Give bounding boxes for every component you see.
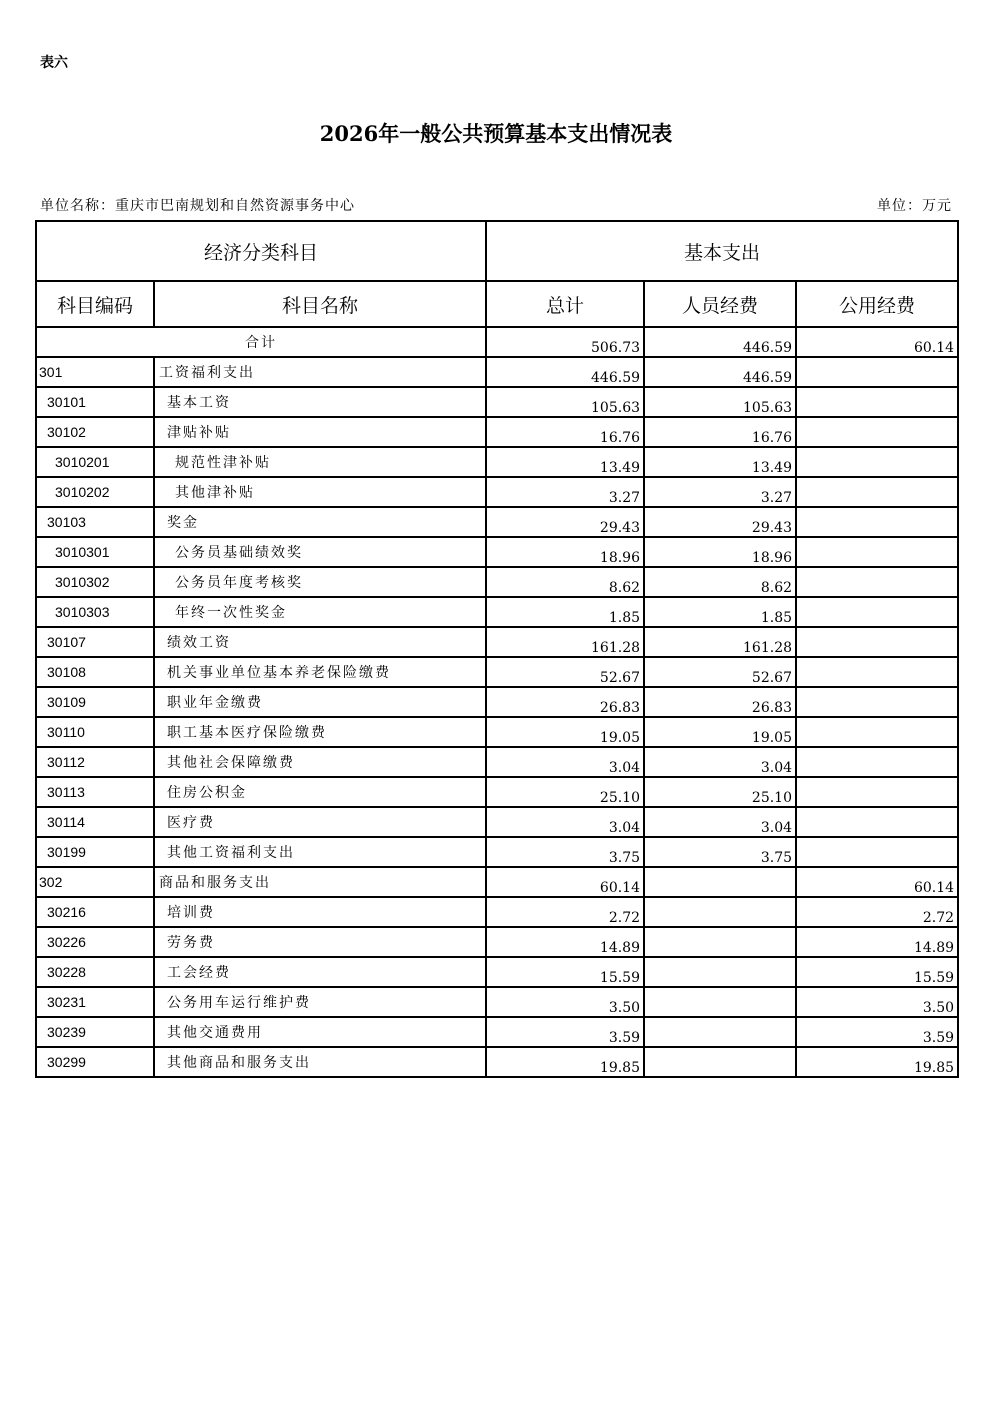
row-public (796, 447, 958, 477)
header-subject-code: 科目编码 (36, 281, 154, 327)
row-personnel: 3.04 (644, 807, 796, 837)
row-code: 30101 (36, 387, 154, 417)
row-code: 30114 (36, 807, 154, 837)
header-group-row (36, 221, 958, 281)
row-public (796, 807, 958, 837)
table-row (36, 657, 958, 687)
total-row (36, 327, 958, 357)
row-total: 19.05 (486, 717, 644, 747)
page-title: 2026年一般公共预算基本支出情况表 (319, 121, 673, 146)
row-total: 15.59 (486, 957, 644, 987)
row-code: 30103 (36, 507, 154, 537)
row-public: 3.59 (796, 1017, 958, 1047)
row-public (796, 837, 958, 867)
row-personnel: 446.59 (644, 357, 796, 387)
row-name: 医疗费 (154, 807, 486, 837)
table-row (36, 567, 958, 597)
row-code: 3010202 (36, 477, 154, 507)
row-name: 职业年金缴费 (154, 687, 486, 717)
table-row (36, 807, 958, 837)
row-name: 其他津补贴 (154, 477, 486, 507)
row-total: 3.75 (486, 837, 644, 867)
row-name: 公务员基础绩效奖 (154, 537, 486, 567)
row-public: 14.89 (796, 927, 958, 957)
row-public (796, 777, 958, 807)
row-personnel (644, 867, 796, 897)
row-total: 3.50 (486, 987, 644, 1017)
expenditure-table (35, 220, 959, 1078)
row-total: 13.49 (486, 447, 644, 477)
row-personnel: 8.62 (644, 567, 796, 597)
total-label: 合计 (36, 327, 486, 357)
row-name: 公务用车运行维护费 (154, 987, 486, 1017)
row-code: 30299 (36, 1047, 154, 1077)
row-total: 1.85 (486, 597, 644, 627)
row-total: 14.89 (486, 927, 644, 957)
row-public (796, 477, 958, 507)
row-code: 30226 (36, 927, 154, 957)
table-row (36, 507, 958, 537)
row-personnel: 29.43 (644, 507, 796, 537)
row-code: 30231 (36, 987, 154, 1017)
row-name: 基本工资 (154, 387, 486, 417)
row-personnel: 13.49 (644, 447, 796, 477)
row-code: 30239 (36, 1017, 154, 1047)
row-name: 绩效工资 (154, 627, 486, 657)
row-total: 18.96 (486, 537, 644, 567)
row-name: 工资福利支出 (154, 357, 486, 387)
row-public: 60.14 (796, 867, 958, 897)
row-public (796, 567, 958, 597)
unit-name: 单位名称：重庆市巴南规划和自然资源事务中心 (40, 198, 355, 214)
row-personnel (644, 927, 796, 957)
header-column-row (36, 281, 958, 327)
header-economic-category: 经济分类科目 (36, 221, 486, 281)
row-public (796, 537, 958, 567)
row-name: 职工基本医疗保险缴费 (154, 717, 486, 747)
row-code: 3010303 (36, 597, 154, 627)
row-personnel: 25.10 (644, 777, 796, 807)
row-name: 公务员年度考核奖 (154, 567, 486, 597)
row-total: 2.72 (486, 897, 644, 927)
row-public: 15.59 (796, 957, 958, 987)
row-code: 30102 (36, 417, 154, 447)
total-total: 506.73 (486, 327, 644, 357)
table-row (36, 597, 958, 627)
row-code: 30199 (36, 837, 154, 867)
row-personnel (644, 987, 796, 1017)
row-personnel: 16.76 (644, 417, 796, 447)
table-row (36, 987, 958, 1017)
row-public (796, 507, 958, 537)
row-personnel (644, 1017, 796, 1047)
row-total: 8.62 (486, 567, 644, 597)
row-personnel: 105.63 (644, 387, 796, 417)
row-public (796, 357, 958, 387)
currency-unit: 单位：万元 (877, 198, 952, 214)
row-total: 16.76 (486, 417, 644, 447)
row-code: 30113 (36, 777, 154, 807)
table-row (36, 957, 958, 987)
row-total: 105.63 (486, 387, 644, 417)
row-name: 住房公积金 (154, 777, 486, 807)
row-public (796, 717, 958, 747)
table-row (36, 747, 958, 777)
table-row (36, 687, 958, 717)
row-code: 30112 (36, 747, 154, 777)
row-public (796, 597, 958, 627)
table-row (36, 927, 958, 957)
row-code: 30110 (36, 717, 154, 747)
row-name: 其他交通费用 (154, 1017, 486, 1047)
row-code: 3010201 (36, 447, 154, 477)
row-personnel: 19.05 (644, 717, 796, 747)
row-personnel: 1.85 (644, 597, 796, 627)
row-personnel (644, 1047, 796, 1077)
row-public: 19.85 (796, 1047, 958, 1077)
row-public (796, 747, 958, 777)
table-row (36, 717, 958, 747)
row-name: 其他商品和服务支出 (154, 1047, 486, 1077)
row-name: 劳务费 (154, 927, 486, 957)
row-total: 52.67 (486, 657, 644, 687)
row-code: 302 (36, 867, 154, 897)
row-total: 60.14 (486, 867, 644, 897)
row-public (796, 417, 958, 447)
row-public (796, 657, 958, 687)
row-total: 25.10 (486, 777, 644, 807)
table-row (36, 447, 958, 477)
table-row (36, 897, 958, 927)
row-total: 3.04 (486, 747, 644, 777)
header-basic-expenditure: 基本支出 (486, 221, 958, 281)
table-row (36, 1047, 958, 1077)
table-row (36, 417, 958, 447)
row-name: 规范性津补贴 (154, 447, 486, 477)
row-name: 年终一次性奖金 (154, 597, 486, 627)
row-name: 商品和服务支出 (154, 867, 486, 897)
row-total: 26.83 (486, 687, 644, 717)
total-public: 60.14 (796, 327, 958, 357)
table-row (36, 867, 958, 897)
table-row (36, 837, 958, 867)
row-name: 奖金 (154, 507, 486, 537)
row-personnel (644, 897, 796, 927)
row-name: 工会经费 (154, 957, 486, 987)
row-personnel: 52.67 (644, 657, 796, 687)
row-total: 446.59 (486, 357, 644, 387)
row-name: 津贴补贴 (154, 417, 486, 447)
header-public: 公用经费 (796, 281, 958, 327)
row-name: 机关事业单位基本养老保险缴费 (154, 657, 486, 687)
row-personnel: 161.28 (644, 627, 796, 657)
header-total: 总计 (486, 281, 644, 327)
row-public (796, 687, 958, 717)
row-total: 3.27 (486, 477, 644, 507)
row-code: 30108 (36, 657, 154, 687)
row-name: 其他工资福利支出 (154, 837, 486, 867)
row-public (796, 387, 958, 417)
table-row (36, 1017, 958, 1047)
row-code: 3010301 (36, 537, 154, 567)
total-personnel: 446.59 (644, 327, 796, 357)
row-personnel: 3.75 (644, 837, 796, 867)
row-code: 30228 (36, 957, 154, 987)
row-total: 29.43 (486, 507, 644, 537)
row-code: 301 (36, 357, 154, 387)
row-code: 30107 (36, 627, 154, 657)
header-personnel: 人员经费 (644, 281, 796, 327)
row-name: 培训费 (154, 897, 486, 927)
row-code: 30109 (36, 687, 154, 717)
table-row (36, 357, 958, 387)
row-public: 3.50 (796, 987, 958, 1017)
row-total: 161.28 (486, 627, 644, 657)
row-personnel: 3.27 (644, 477, 796, 507)
row-public (796, 627, 958, 657)
table-row (36, 627, 958, 657)
row-personnel (644, 957, 796, 987)
row-total: 3.04 (486, 807, 644, 837)
row-code: 3010302 (36, 567, 154, 597)
row-code: 30216 (36, 897, 154, 927)
row-personnel: 18.96 (644, 537, 796, 567)
table-row (36, 477, 958, 507)
row-total: 3.59 (486, 1017, 644, 1047)
table-row (36, 777, 958, 807)
header-subject-name: 科目名称 (154, 281, 486, 327)
table-row (36, 387, 958, 417)
row-personnel: 3.04 (644, 747, 796, 777)
row-public: 2.72 (796, 897, 958, 927)
row-total: 19.85 (486, 1047, 644, 1077)
table-number: 表六 (40, 55, 68, 71)
row-personnel: 26.83 (644, 687, 796, 717)
row-name: 其他社会保障缴费 (154, 747, 486, 777)
table-row (36, 537, 958, 567)
